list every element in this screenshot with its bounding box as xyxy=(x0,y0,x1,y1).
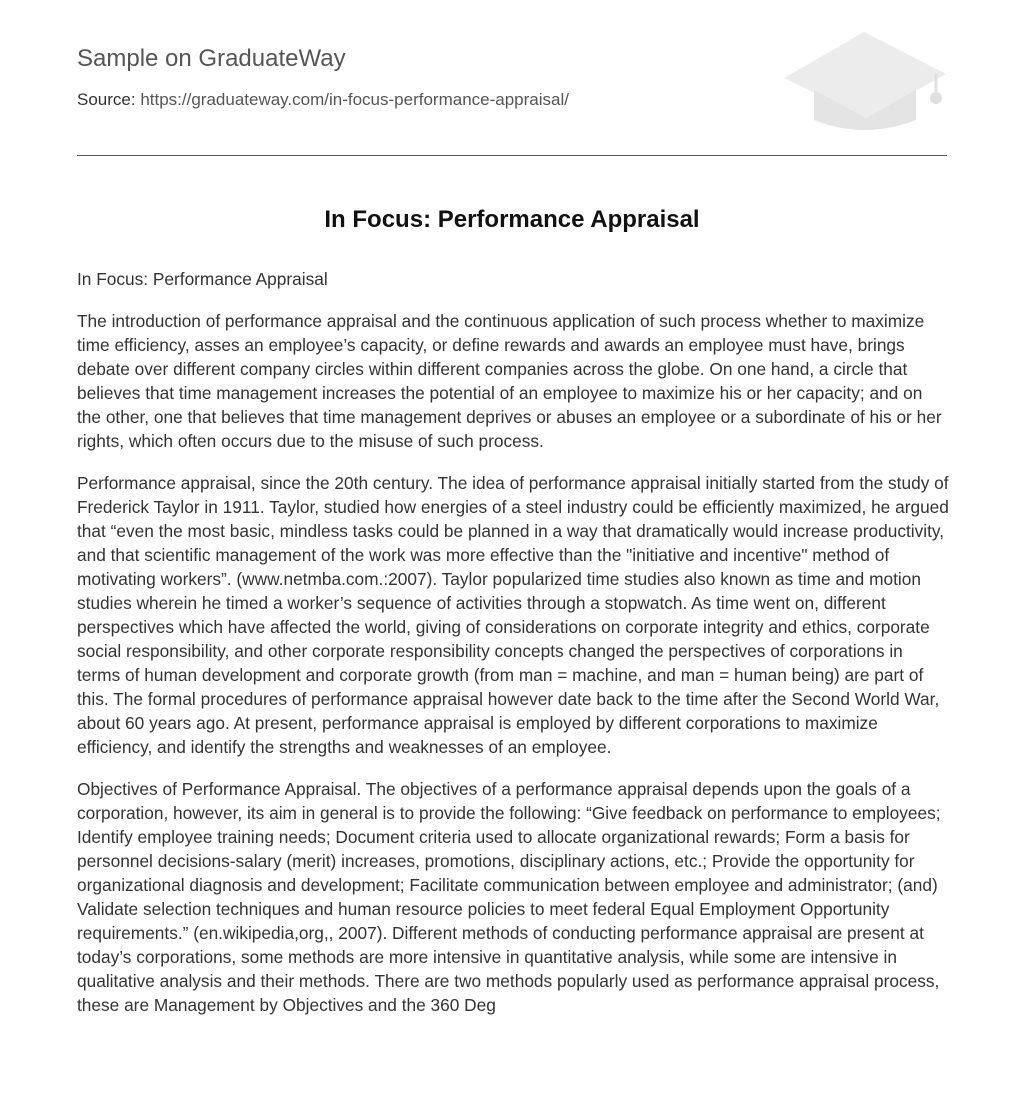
source-line xyxy=(77,89,569,111)
site-title: Sample on GraduateWay xyxy=(77,45,346,72)
paragraph-introduction: The introduction of performance appraisal and the continuous application of such process whether to maximize time efficiency, asses an employee’s capacity, or define rewards and awards an employee must have, brings debate over different company circles within different companies across the globe. On one hand, a circle that believes that time management increases the potential of an employee to maximize his or her capacity; and on the other, one that believes that time management deprives or abuses an employee or a subordinate of his or her rights, which often occurs due to the misuse of such process. xyxy=(77,311,942,451)
source-link[interactable]: https://graduateway.com/in-focus-performance-appraisal/ xyxy=(140,90,569,109)
page-header xyxy=(77,0,947,156)
header-divider xyxy=(77,155,947,156)
paragraph-objectives: Objectives of Performance Appraisal. The objectives of a performance appraisal depends upon the goals of a corporation, however, its aim in general is to provide the following: “Give feedback on performance to employees; Identify employee training needs; Document criteria used to allocate organizational rewards; Form a basis for personnel decisions-salary (merit) increases, promotions, disciplinary actions, etc.; Provide the opportunity for organizational diagnosis and development; Facilitate communication between employee and administrator; (and) Validate selection techniques and human resource policies to meet federal Equal Employment Opportunity requirements.” (en.wikipedia,org,, 2007). Different methods of conducting performance appraisal are present at today’s corporations, some methods are more intensive in quantitative analysis, while some are intensive in qualitative analysis and their methods. There are two methods popularly used as performance appraisal process, these are Management by Objectives and the 360 Deg xyxy=(77,779,941,1015)
source-label: Source: xyxy=(77,90,141,109)
paragraph-history: Performance appraisal, since the 20th century. The idea of performance appraisal initially started from the study of Frederick Taylor in 1911. Taylor, studied how energies of a steel industry could be efficiently maximized, he argued that “even the most basic, mindless tasks could be planned in a way that dramatically would increase productivity, and that scientific management of the work was more effective than the "initiative and incentive" method of motivating workers”. (www.netmba.com.:2007). Taylor popularized time studies also known as time and motion studies wherein he timed a worker’s sequence of activities through a stopwatch. As time went on, different perspectives which have affected the world, giving of considerations on corporate integrity and ethics, corporate social responsibility, and other corporate responsibility concepts changed the perspectives of corporations in terms of human development and corporate growth (from man = machine, and man = human being) are part of this. The formal procedures of performance appraisal however date back to the time after the Second World War, about 60 years ago. At present, performance appraisal is employed by different corporations to maximize efficiency, and identify the strengths and weaknesses of an employee. xyxy=(77,473,949,757)
document-title: In Focus: Performance Appraisal xyxy=(324,206,700,233)
paragraph-subtitle: In Focus: Performance Appraisal xyxy=(77,269,328,289)
graduation-cap-icon xyxy=(780,28,950,138)
document-body xyxy=(77,267,949,1035)
